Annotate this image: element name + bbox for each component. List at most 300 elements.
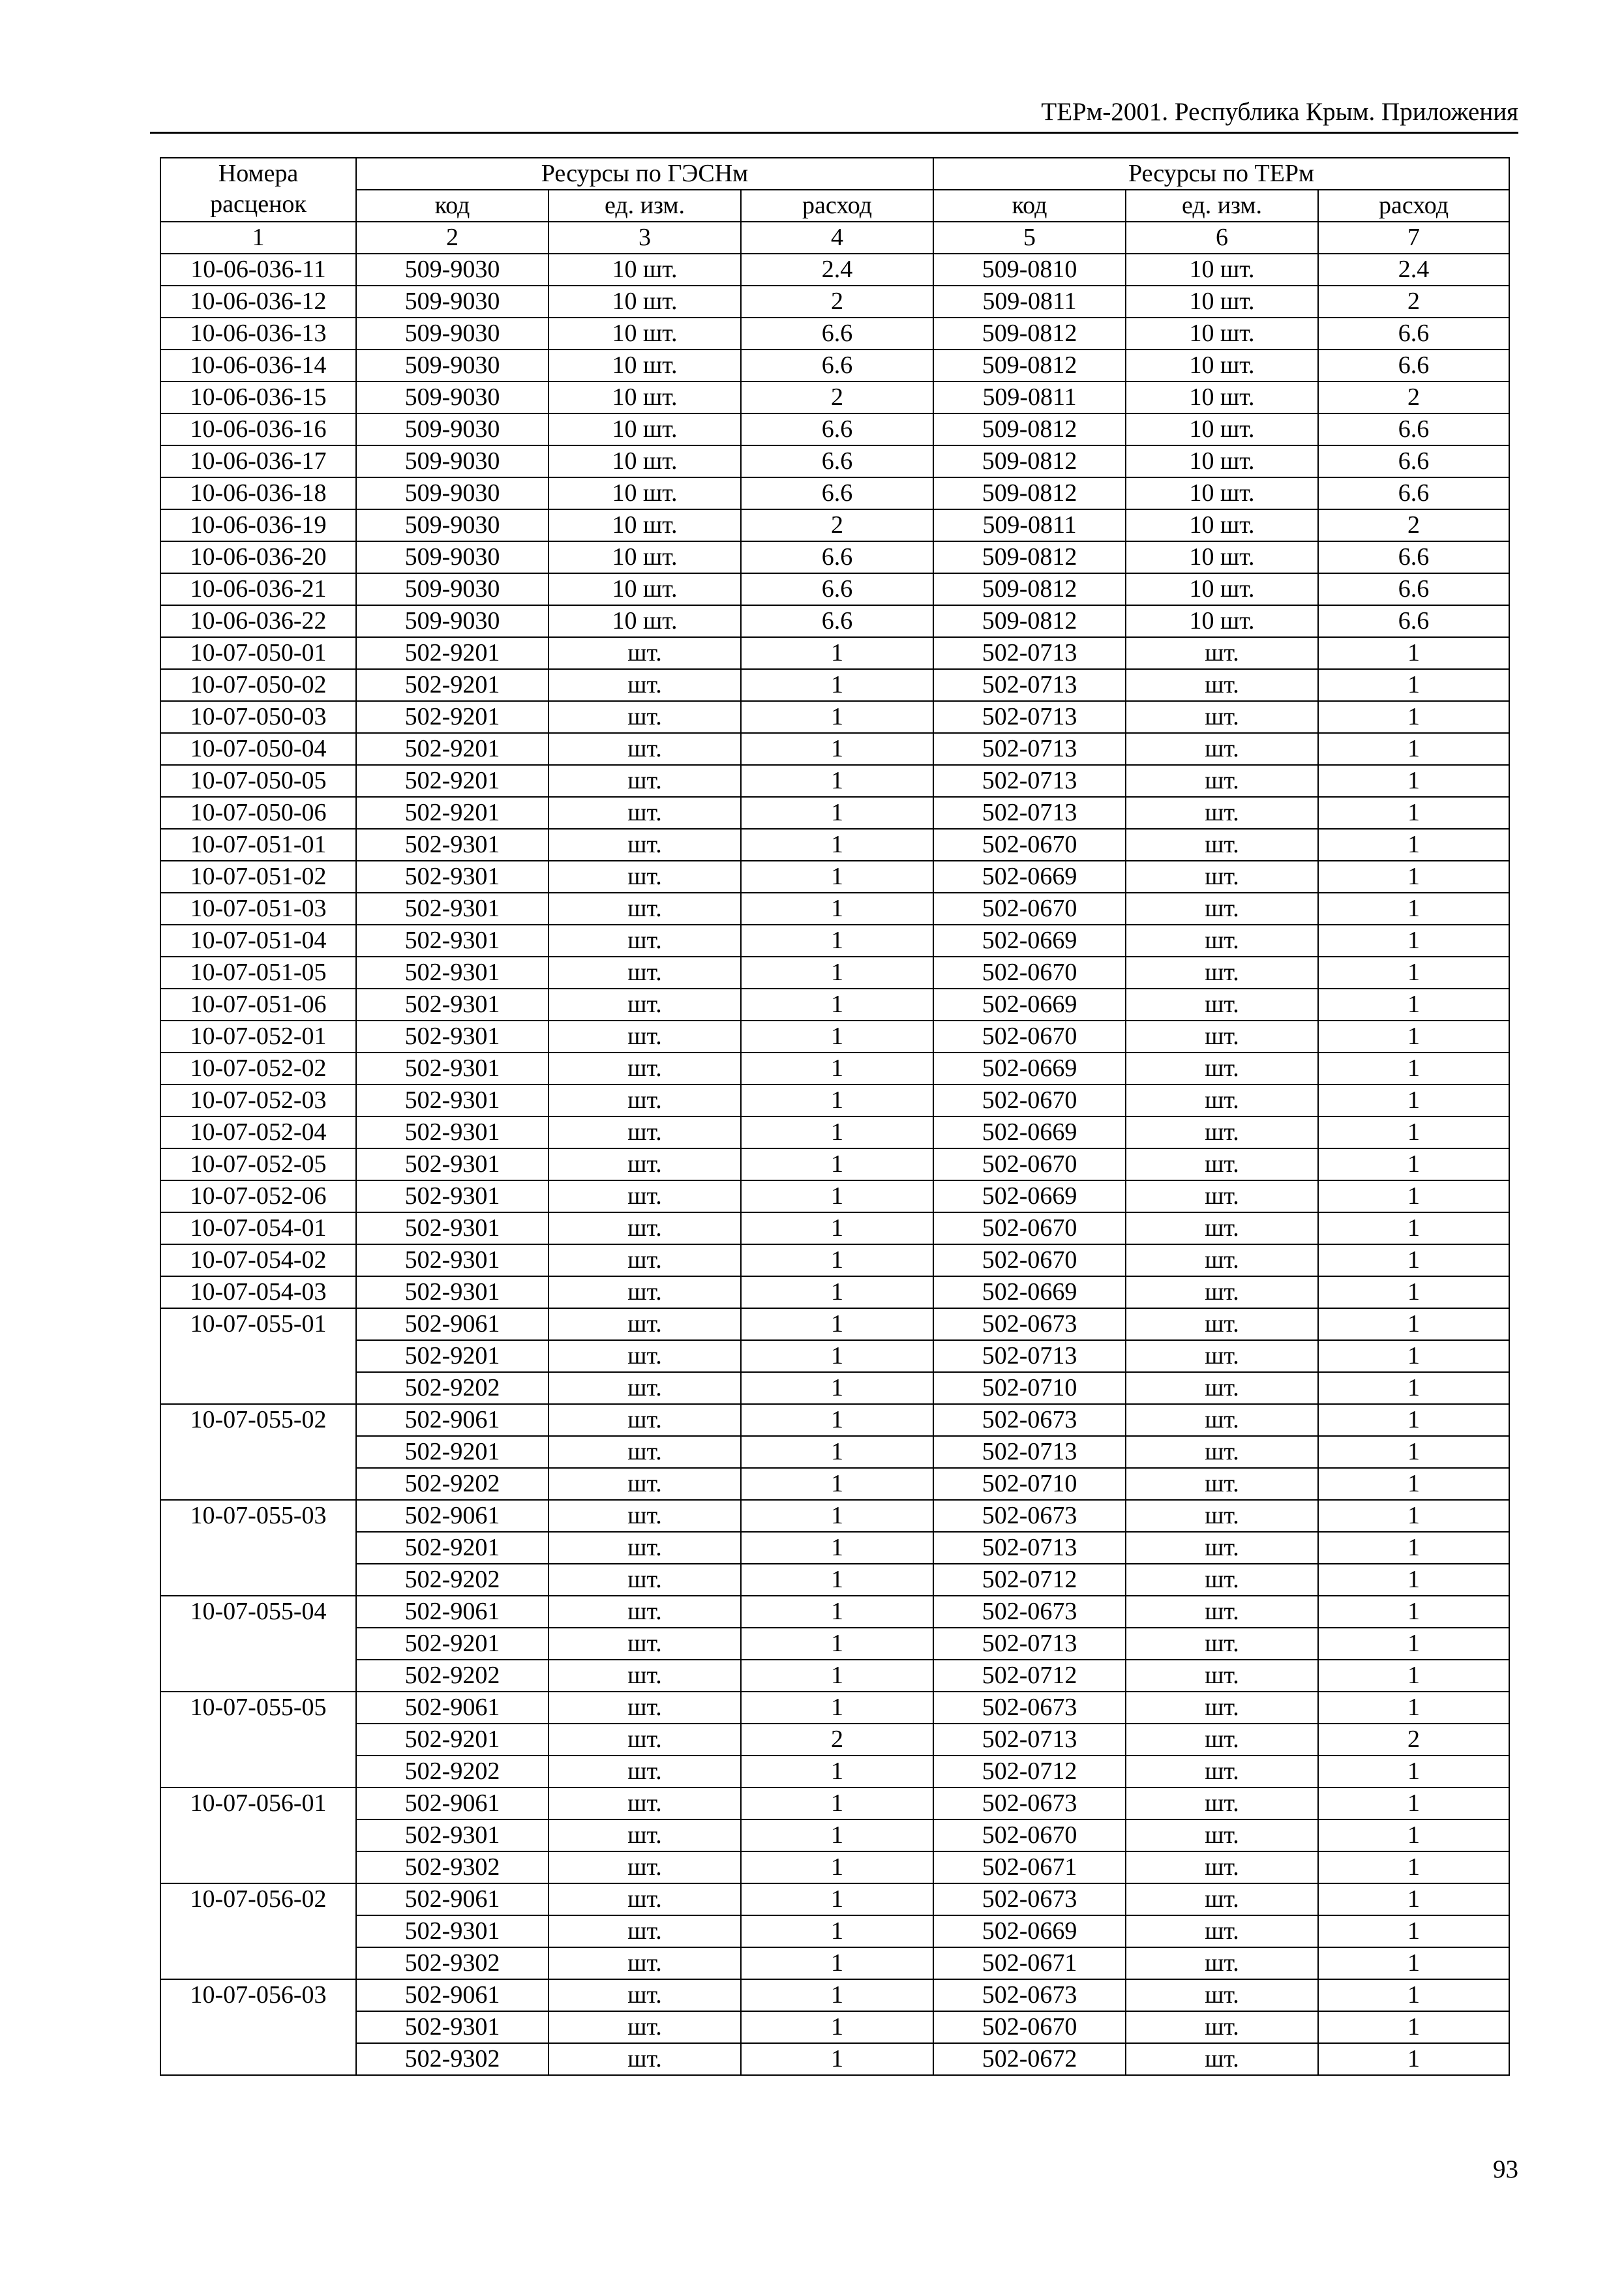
- rate-number-cell: 10-07-052-04: [160, 1116, 356, 1148]
- group-header-gesn: Ресурсы по ГЭСНм: [356, 158, 933, 190]
- gesn-amount-cell: 1: [741, 1180, 933, 1212]
- ter-amount-cell: 1: [1318, 1564, 1509, 1596]
- ter-amount-cell: 1: [1318, 861, 1509, 893]
- ter-amount-cell: 1: [1318, 957, 1509, 989]
- table-row: [160, 318, 1509, 350]
- page-number: 93: [1493, 2155, 1518, 2183]
- ter-unit-cell: шт.: [1126, 1180, 1318, 1212]
- rate-number-cell: 10-06-036-13: [160, 318, 356, 350]
- ter-code-cell: 502-0670: [933, 1085, 1126, 1116]
- ter-amount-cell: 1: [1318, 669, 1509, 701]
- table-row: [160, 1021, 1509, 1053]
- gesn-code-cell: 502-9301: [356, 829, 549, 861]
- ter-code-cell: 502-0669: [933, 989, 1126, 1021]
- gesn-unit-cell: шт.: [549, 1085, 741, 1116]
- gesn-code-cell: 502-9301: [356, 1180, 549, 1212]
- table-row: [160, 605, 1509, 637]
- ter-unit-cell: шт.: [1126, 701, 1318, 733]
- ter-unit-cell: шт.: [1126, 1244, 1318, 1276]
- gesn-unit-cell: шт.: [549, 1436, 741, 1468]
- table-row: [160, 765, 1509, 797]
- table-row: [160, 350, 1509, 382]
- ter-unit-cell: шт.: [1126, 1724, 1318, 1756]
- gesn-amount-cell: 1: [741, 1053, 933, 1085]
- rate-number-cell: 10-07-055-04: [160, 1596, 356, 1692]
- ter-unit-cell: 10 шт.: [1126, 382, 1318, 413]
- gesn-code-cell: 502-9301: [356, 1819, 549, 1851]
- gesn-code-cell: 502-9301: [356, 1276, 549, 1308]
- gesn-code-cell: 502-9302: [356, 1851, 549, 1883]
- gesn-code-cell: 502-9201: [356, 1436, 549, 1468]
- gesn-unit-cell: шт.: [549, 1564, 741, 1596]
- gesn-amount-cell: 1: [741, 2011, 933, 2043]
- gesn-code-cell: 502-9301: [356, 925, 549, 957]
- rate-number-cell: 10-07-050-01: [160, 637, 356, 669]
- table-row: [160, 1500, 1509, 1532]
- gesn-amount-cell: 1: [741, 1404, 933, 1436]
- ter-code-cell: 502-0673: [933, 1308, 1126, 1340]
- ter-amount-cell: 1: [1318, 1979, 1509, 2011]
- table-row: [160, 829, 1509, 861]
- ter-unit-cell: шт.: [1126, 1404, 1318, 1436]
- gesn-unit-cell: шт.: [549, 1468, 741, 1500]
- table-row: [160, 1788, 1509, 1819]
- gesn-unit-cell: 10 шт.: [549, 509, 741, 541]
- gesn-code-cell: 502-9201: [356, 637, 549, 669]
- table-row: [160, 925, 1509, 957]
- gesn-amount-cell: 1: [741, 1851, 933, 1883]
- ter-code-cell: 509-0811: [933, 286, 1126, 318]
- gesn-amount-cell: 1: [741, 1340, 933, 1372]
- rate-number-cell: 10-07-051-06: [160, 989, 356, 1021]
- ter-code-cell: 502-0673: [933, 1692, 1126, 1724]
- table-row: [160, 1915, 1509, 1947]
- rate-number-cell: 10-06-036-19: [160, 509, 356, 541]
- table-row: [160, 1756, 1509, 1788]
- gesn-unit-cell: 10 шт.: [549, 286, 741, 318]
- gesn-amount-cell: 2: [741, 509, 933, 541]
- ter-code-cell: 509-0812: [933, 413, 1126, 445]
- rate-number-cell: 10-07-052-05: [160, 1148, 356, 1180]
- ter-code-cell: 509-0812: [933, 318, 1126, 350]
- group-header-ter: Ресурсы по ТЕРм: [933, 158, 1509, 190]
- ter-code-cell: 502-0673: [933, 1883, 1126, 1915]
- gesn-unit-cell: шт.: [549, 1692, 741, 1724]
- gesn-amount-cell: 1: [741, 1532, 933, 1564]
- gesn-code-cell: 502-9061: [356, 1788, 549, 1819]
- ter-unit-cell: шт.: [1126, 1756, 1318, 1788]
- gesn-amount-cell: 1: [741, 1468, 933, 1500]
- ter-amount-cell: 1: [1318, 1596, 1509, 1628]
- rate-number-cell: 10-06-036-15: [160, 382, 356, 413]
- rate-number-cell: 10-07-055-03: [160, 1500, 356, 1596]
- ter-code-cell: 502-0670: [933, 1819, 1126, 1851]
- table-row: [160, 1404, 1509, 1436]
- ter-code-cell: 502-0673: [933, 1788, 1126, 1819]
- ter-code-cell: 502-0670: [933, 957, 1126, 989]
- ter-unit-cell: 10 шт.: [1126, 509, 1318, 541]
- rate-number-cell: 10-07-056-01: [160, 1788, 356, 1883]
- ter-amount-cell: 1: [1318, 1692, 1509, 1724]
- gesn-unit-cell: шт.: [549, 797, 741, 829]
- table-row: [160, 286, 1509, 318]
- gesn-amount-cell: 1: [741, 1756, 933, 1788]
- table-row: [160, 701, 1509, 733]
- gesn-code-cell: 502-9302: [356, 2043, 549, 2075]
- ter-amount-cell: 1: [1318, 1436, 1509, 1468]
- table-row: [160, 1628, 1509, 1660]
- gesn-code-cell: 509-9030: [356, 286, 549, 318]
- gesn-code-cell: 502-9202: [356, 1756, 549, 1788]
- gesn-unit-cell: шт.: [549, 1021, 741, 1053]
- ter-amount-cell: 1: [1318, 1788, 1509, 1819]
- table-row: [160, 1180, 1509, 1212]
- gesn-unit-cell: 10 шт.: [549, 318, 741, 350]
- table-row: [160, 1532, 1509, 1564]
- gesn-code-cell: 509-9030: [356, 605, 549, 637]
- table-row: [160, 2011, 1509, 2043]
- table-row: [160, 445, 1509, 477]
- gesn-code-cell: 502-9301: [356, 989, 549, 1021]
- table-row: [160, 573, 1509, 605]
- ter-amount-cell: 1: [1318, 989, 1509, 1021]
- ter-code-cell: 502-0673: [933, 1500, 1126, 1532]
- gesn-amount-cell: 1: [741, 1660, 933, 1692]
- ter-unit-cell: шт.: [1126, 1372, 1318, 1404]
- ter-amount-cell: 2: [1318, 1724, 1509, 1756]
- table-body: [160, 254, 1509, 2075]
- gesn-unit-cell: шт.: [549, 733, 741, 765]
- gesn-unit-cell: шт.: [549, 1979, 741, 2011]
- table-row: [160, 669, 1509, 701]
- ter-amount-cell: 2.4: [1318, 254, 1509, 286]
- ter-unit-cell: шт.: [1126, 1212, 1318, 1244]
- table-row: [160, 797, 1509, 829]
- gesn-amount-cell: 1: [741, 1564, 933, 1596]
- ter-amount-cell: 1: [1318, 1532, 1509, 1564]
- gesn-unit-cell: шт.: [549, 669, 741, 701]
- column-index: 6: [1126, 222, 1318, 254]
- ter-unit-cell: шт.: [1126, 1819, 1318, 1851]
- ter-code-cell: 502-0673: [933, 1596, 1126, 1628]
- table-row: [160, 1212, 1509, 1244]
- gesn-code-cell: 502-9201: [356, 669, 549, 701]
- table-row: [160, 1053, 1509, 1085]
- gesn-code-cell: 502-9301: [356, 1148, 549, 1180]
- gesn-amount-cell: 1: [741, 1788, 933, 1819]
- column-index-row: [160, 222, 1509, 254]
- gesn-unit-cell: шт.: [549, 1947, 741, 1979]
- col-gesn-amount-header: расход: [741, 190, 933, 222]
- gesn-code-cell: 509-9030: [356, 477, 549, 509]
- ter-code-cell: 509-0811: [933, 509, 1126, 541]
- gesn-unit-cell: 10 шт.: [549, 382, 741, 413]
- gesn-code-cell: 502-9061: [356, 1979, 549, 2011]
- ter-unit-cell: шт.: [1126, 1468, 1318, 1500]
- gesn-amount-cell: 1: [741, 765, 933, 797]
- ter-amount-cell: 6.6: [1318, 605, 1509, 637]
- rate-number-cell: 10-06-036-22: [160, 605, 356, 637]
- ter-code-cell: 502-0713: [933, 1340, 1126, 1372]
- table-head: [160, 158, 1509, 254]
- ter-unit-cell: шт.: [1126, 2043, 1318, 2075]
- ter-unit-cell: 10 шт.: [1126, 477, 1318, 509]
- ter-unit-cell: 10 шт.: [1126, 573, 1318, 605]
- gesn-code-cell: 502-9302: [356, 1947, 549, 1979]
- ter-code-cell: 502-0713: [933, 797, 1126, 829]
- ter-unit-cell: шт.: [1126, 1947, 1318, 1979]
- ter-code-cell: 502-0670: [933, 2011, 1126, 2043]
- gesn-code-cell: 502-9301: [356, 2011, 549, 2043]
- rate-number-cell: 10-07-050-03: [160, 701, 356, 733]
- gesn-unit-cell: шт.: [549, 1404, 741, 1436]
- ter-unit-cell: 10 шт.: [1126, 350, 1318, 382]
- ter-amount-cell: 1: [1318, 1116, 1509, 1148]
- col-gesn-unit-header: ед. изм.: [549, 190, 741, 222]
- gesn-amount-cell: 2: [741, 1724, 933, 1756]
- table-row: [160, 1979, 1509, 2011]
- ter-unit-cell: 10 шт.: [1126, 254, 1318, 286]
- column-index: 1: [160, 222, 356, 254]
- resources-table: [160, 157, 1510, 2076]
- gesn-unit-cell: шт.: [549, 1596, 741, 1628]
- col-gesn-code-header: код: [356, 190, 549, 222]
- gesn-unit-cell: шт.: [549, 829, 741, 861]
- gesn-code-cell: 502-9061: [356, 1404, 549, 1436]
- ter-code-cell: 509-0810: [933, 254, 1126, 286]
- ter-unit-cell: шт.: [1126, 1660, 1318, 1692]
- gesn-code-cell: 502-9301: [356, 957, 549, 989]
- ter-unit-cell: шт.: [1126, 669, 1318, 701]
- gesn-unit-cell: шт.: [549, 1116, 741, 1148]
- gesn-code-cell: 509-9030: [356, 541, 549, 573]
- ter-amount-cell: 1: [1318, 1883, 1509, 1915]
- ter-amount-cell: 1: [1318, 1404, 1509, 1436]
- table-row: [160, 1436, 1509, 1468]
- ter-amount-cell: 2: [1318, 509, 1509, 541]
- rate-number-cell: 10-07-051-01: [160, 829, 356, 861]
- table-row: [160, 1340, 1509, 1372]
- rate-number-cell: 10-07-050-04: [160, 733, 356, 765]
- ter-amount-cell: 1: [1318, 1308, 1509, 1340]
- ter-unit-cell: 10 шт.: [1126, 318, 1318, 350]
- gesn-amount-cell: 1: [741, 637, 933, 669]
- gesn-unit-cell: шт.: [549, 1628, 741, 1660]
- gesn-code-cell: 502-9201: [356, 797, 549, 829]
- gesn-unit-cell: шт.: [549, 1308, 741, 1340]
- col-ter-unit-header: ед. изм.: [1126, 190, 1318, 222]
- ter-unit-cell: шт.: [1126, 1564, 1318, 1596]
- gesn-code-cell: 509-9030: [356, 318, 549, 350]
- ter-amount-cell: 1: [1318, 2011, 1509, 2043]
- table-row: [160, 893, 1509, 925]
- ter-code-cell: 502-0670: [933, 893, 1126, 925]
- ter-code-cell: 502-0669: [933, 1053, 1126, 1085]
- gesn-code-cell: 502-9202: [356, 1564, 549, 1596]
- ter-code-cell: 509-0812: [933, 541, 1126, 573]
- rate-number-cell: 10-07-055-02: [160, 1404, 356, 1500]
- ter-unit-cell: шт.: [1126, 733, 1318, 765]
- gesn-code-cell: 502-9201: [356, 733, 549, 765]
- gesn-amount-cell: 1: [741, 1596, 933, 1628]
- table-row: [160, 2043, 1509, 2075]
- gesn-unit-cell: шт.: [549, 1819, 741, 1851]
- ter-unit-cell: шт.: [1126, 1979, 1318, 2011]
- ter-unit-cell: шт.: [1126, 1340, 1318, 1372]
- table-row: [160, 637, 1509, 669]
- table-row: [160, 1085, 1509, 1116]
- gesn-unit-cell: 10 шт.: [549, 573, 741, 605]
- ter-unit-cell: шт.: [1126, 1500, 1318, 1532]
- gesn-code-cell: 502-9201: [356, 1532, 549, 1564]
- gesn-amount-cell: 1: [741, 1692, 933, 1724]
- rate-number-cell: 10-07-051-03: [160, 893, 356, 925]
- gesn-unit-cell: шт.: [549, 1851, 741, 1883]
- gesn-unit-cell: шт.: [549, 957, 741, 989]
- ter-amount-cell: 1: [1318, 1148, 1509, 1180]
- table-row: [160, 1883, 1509, 1915]
- rate-number-cell: 10-07-051-04: [160, 925, 356, 957]
- gesn-amount-cell: 1: [741, 1819, 933, 1851]
- ter-code-cell: 509-0812: [933, 477, 1126, 509]
- gesn-unit-cell: шт.: [549, 861, 741, 893]
- gesn-amount-cell: 1: [741, 1212, 933, 1244]
- ter-unit-cell: 10 шт.: [1126, 445, 1318, 477]
- ter-unit-cell: шт.: [1126, 1436, 1318, 1468]
- gesn-code-cell: 502-9201: [356, 1628, 549, 1660]
- rate-number-cell: 10-07-051-05: [160, 957, 356, 989]
- gesn-amount-cell: 6.6: [741, 445, 933, 477]
- gesn-amount-cell: 2: [741, 286, 933, 318]
- rate-number-cell: 10-06-036-12: [160, 286, 356, 318]
- header-rule: [150, 132, 1518, 134]
- ter-amount-cell: 1: [1318, 1372, 1509, 1404]
- ter-amount-cell: 1: [1318, 1276, 1509, 1308]
- column-index: 2: [356, 222, 549, 254]
- table-row: [160, 1851, 1509, 1883]
- gesn-unit-cell: шт.: [549, 1532, 741, 1564]
- col-ter-code-header: код: [933, 190, 1126, 222]
- gesn-unit-cell: 10 шт.: [549, 445, 741, 477]
- running-title: ТЕРм-2001. Республика Крым. Приложения: [1041, 98, 1518, 126]
- table-row: [160, 1819, 1509, 1851]
- ter-amount-cell: 1: [1318, 765, 1509, 797]
- table-row: [160, 861, 1509, 893]
- ter-unit-cell: 10 шт.: [1126, 413, 1318, 445]
- ter-unit-cell: шт.: [1126, 1596, 1318, 1628]
- ter-unit-cell: шт.: [1126, 1085, 1318, 1116]
- ter-code-cell: 502-0671: [933, 1947, 1126, 1979]
- ter-unit-cell: шт.: [1126, 1851, 1318, 1883]
- gesn-amount-cell: 1: [741, 1883, 933, 1915]
- rate-number-cell: 10-06-036-21: [160, 573, 356, 605]
- ter-amount-cell: 1: [1318, 1660, 1509, 1692]
- gesn-amount-cell: 1: [741, 733, 933, 765]
- ter-amount-cell: 1: [1318, 637, 1509, 669]
- ter-unit-cell: шт.: [1126, 2011, 1318, 2043]
- table-row: [160, 541, 1509, 573]
- gesn-unit-cell: шт.: [549, 1756, 741, 1788]
- table-row: [160, 254, 1509, 286]
- gesn-code-cell: 502-9301: [356, 1053, 549, 1085]
- ter-amount-cell: 1: [1318, 1212, 1509, 1244]
- rate-number-cell: 10-07-052-02: [160, 1053, 356, 1085]
- ter-code-cell: 502-0669: [933, 861, 1126, 893]
- gesn-unit-cell: шт.: [549, 1883, 741, 1915]
- ter-amount-cell: 1: [1318, 701, 1509, 733]
- gesn-code-cell: 502-9201: [356, 1724, 549, 1756]
- gesn-amount-cell: 1: [741, 829, 933, 861]
- ter-unit-cell: шт.: [1126, 765, 1318, 797]
- gesn-unit-cell: шт.: [549, 2043, 741, 2075]
- ter-amount-cell: 1: [1318, 1340, 1509, 1372]
- gesn-amount-cell: 1: [741, 1436, 933, 1468]
- gesn-amount-cell: 6.6: [741, 350, 933, 382]
- gesn-amount-cell: 1: [741, 1500, 933, 1532]
- ter-amount-cell: 2: [1318, 382, 1509, 413]
- table-row: [160, 733, 1509, 765]
- gesn-unit-cell: 10 шт.: [549, 477, 741, 509]
- gesn-unit-cell: шт.: [549, 1340, 741, 1372]
- gesn-amount-cell: 6.6: [741, 477, 933, 509]
- rate-number-cell: 10-06-036-16: [160, 413, 356, 445]
- col-number-header-line2: расценок: [210, 190, 307, 218]
- ter-code-cell: 502-0713: [933, 1532, 1126, 1564]
- gesn-code-cell: 502-9301: [356, 1212, 549, 1244]
- ter-code-cell: 502-0713: [933, 701, 1126, 733]
- ter-amount-cell: 6.6: [1318, 318, 1509, 350]
- ter-unit-cell: шт.: [1126, 797, 1318, 829]
- gesn-unit-cell: шт.: [549, 1788, 741, 1819]
- gesn-code-cell: 502-9201: [356, 1340, 549, 1372]
- ter-amount-cell: 1: [1318, 1180, 1509, 1212]
- table-row: [160, 1660, 1509, 1692]
- ter-amount-cell: 1: [1318, 829, 1509, 861]
- ter-code-cell: 502-0673: [933, 1979, 1126, 2011]
- ter-unit-cell: шт.: [1126, 893, 1318, 925]
- rate-number-cell: 10-07-054-02: [160, 1244, 356, 1276]
- gesn-amount-cell: 1: [741, 1947, 933, 1979]
- rate-number-cell: 10-07-055-01: [160, 1308, 356, 1404]
- gesn-unit-cell: шт.: [549, 1660, 741, 1692]
- gesn-amount-cell: 1: [741, 1021, 933, 1053]
- table-row: [160, 1276, 1509, 1308]
- table-row: [160, 1724, 1509, 1756]
- gesn-amount-cell: 1: [741, 861, 933, 893]
- gesn-amount-cell: 1: [741, 1116, 933, 1148]
- ter-code-cell: 502-0669: [933, 1276, 1126, 1308]
- ter-amount-cell: 1: [1318, 1021, 1509, 1053]
- gesn-unit-cell: шт.: [549, 893, 741, 925]
- ter-code-cell: 502-0670: [933, 1212, 1126, 1244]
- table-row: [160, 957, 1509, 989]
- gesn-unit-cell: 10 шт.: [549, 541, 741, 573]
- ter-code-cell: 509-0812: [933, 445, 1126, 477]
- gesn-unit-cell: шт.: [549, 765, 741, 797]
- ter-code-cell: 502-0673: [933, 1404, 1126, 1436]
- ter-code-cell: 502-0713: [933, 1724, 1126, 1756]
- gesn-unit-cell: шт.: [549, 701, 741, 733]
- gesn-code-cell: 509-9030: [356, 254, 549, 286]
- table-row: [160, 1244, 1509, 1276]
- gesn-amount-cell: 1: [741, 669, 933, 701]
- gesn-amount-cell: 1: [741, 925, 933, 957]
- gesn-unit-cell: 10 шт.: [549, 413, 741, 445]
- rate-number-cell: 10-06-036-17: [160, 445, 356, 477]
- rate-number-cell: 10-07-056-03: [160, 1979, 356, 2075]
- rate-number-cell: 10-06-036-14: [160, 350, 356, 382]
- gesn-unit-cell: шт.: [549, 1180, 741, 1212]
